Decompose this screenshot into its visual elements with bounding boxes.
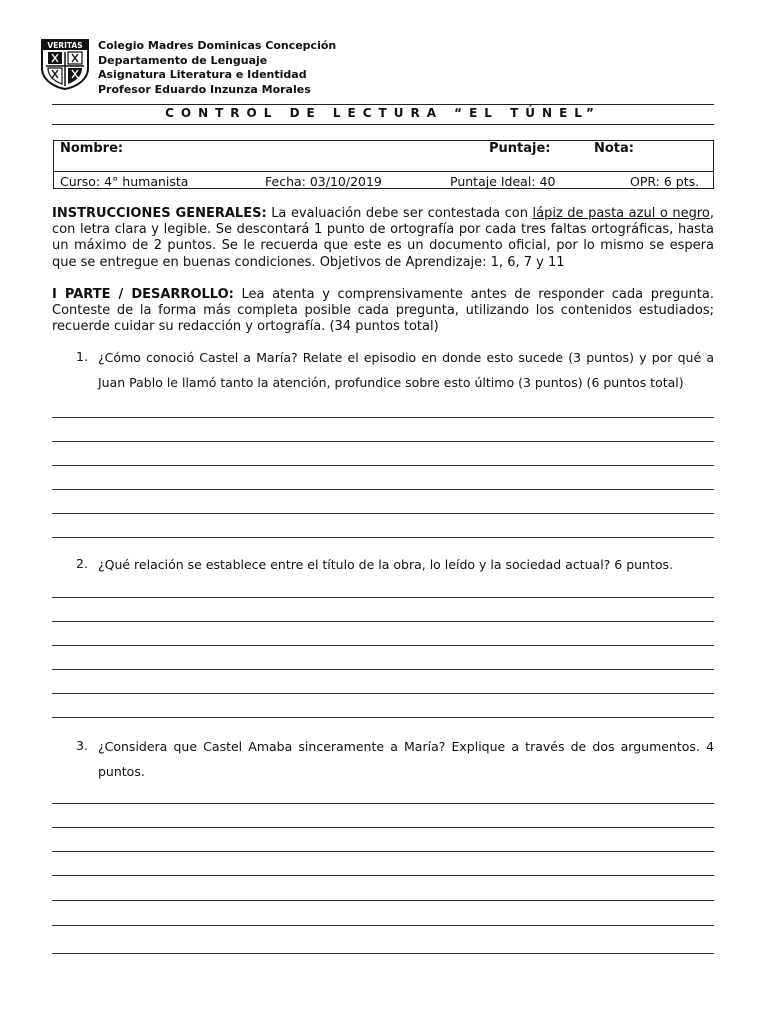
part1-text: Lea atenta y comprensivamente antes de responder cada pregunta. Conteste de la forma más completa posible cada pregunta, utilizando los contenidos estudiados; recuerde cuidar su redacción y ortografía. (34 puntos total)	[52, 287, 714, 335]
answer-line[interactable]	[52, 953, 714, 954]
answer-line[interactable]	[52, 925, 714, 926]
department: Departamento de Lenguaje	[98, 53, 268, 67]
answer-line[interactable]	[52, 827, 714, 828]
answer-line[interactable]	[52, 875, 714, 876]
title-rule-bottom	[52, 124, 714, 125]
answer-line[interactable]	[52, 693, 714, 694]
title-rule-top	[52, 104, 714, 105]
answer-line[interactable]	[52, 717, 714, 718]
instructions-heading: INSTRUCCIONES GENERALES:	[52, 206, 267, 221]
nota-label: Nota:	[594, 141, 634, 156]
instructions-text-b: , con letra clara y legible. Se descontará 1 punto de ortografía por cada tres faltas ortográficas, hasta un máximo de 2 puntos. Se le recuerda que este es un documento oficial, por lo mismo se espera que se entregue en buenas condiciones. Objetivos de Aprendizaje: 1, 6, 7 y 11	[52, 206, 714, 270]
instructions-underlined: lápiz de pasta azul o negro	[532, 206, 710, 221]
answer-line[interactable]	[52, 645, 714, 646]
page-title: CONTROL DE LECTURA “EL TÚNEL”	[165, 106, 601, 120]
question-2-number: 2.	[76, 556, 88, 571]
question-1-text: ¿Cómo conoció Castel a María? Relate el episodio en donde esto sucede (3 puntos) y por qué a Juan Pablo le llamó tanto la atención, profundice sobre esto último (3 puntos) (6 puntos total)	[98, 350, 714, 390]
answer-line[interactable]	[52, 851, 714, 852]
logo-text: VERITAS	[47, 41, 83, 50]
answer-line[interactable]	[52, 803, 714, 804]
answer-line[interactable]	[52, 513, 714, 514]
info-box-divider	[53, 171, 714, 172]
school-info	[98, 39, 336, 97]
part1-instructions	[52, 287, 714, 336]
answer-line[interactable]	[52, 669, 714, 670]
answer-line[interactable]	[52, 417, 714, 418]
answer-line[interactable]	[52, 900, 714, 901]
part1-heading: I PARTE / DESARROLLO:	[52, 287, 234, 302]
veritas-shield-logo	[40, 38, 90, 90]
teacher: Profesor Eduardo Inzunza Morales	[98, 82, 311, 96]
school-name: Colegio Madres Dominicas Concepción	[98, 39, 337, 52]
opr-label: OPR: 6 pts.	[630, 174, 700, 189]
subject: Asignatura Literatura e Identidad	[98, 68, 307, 81]
answer-line[interactable]	[52, 441, 714, 442]
question-1-number: 1.	[76, 349, 88, 364]
question-3-text: ¿Considera que Castel Amaba sinceramente a María? Explique a través de dos argumentos. 4 puntos.	[98, 739, 714, 779]
answer-line[interactable]	[52, 537, 714, 538]
instructions-text-a: La evaluación debe ser contestada con	[266, 206, 533, 221]
puntaje-ideal-label: Puntaje Ideal: 40	[450, 174, 556, 189]
question-3-number: 3.	[76, 738, 88, 753]
answer-line[interactable]	[52, 597, 714, 598]
puntaje-label: Puntaje:	[489, 141, 551, 156]
nombre-label: Nombre:	[60, 141, 124, 156]
answer-line[interactable]	[52, 465, 714, 466]
curso-label: Curso: 4° humanista	[60, 174, 189, 189]
answer-line[interactable]	[52, 621, 714, 622]
answer-line[interactable]	[52, 489, 714, 490]
question-2-text: ¿Qué relación se establece entre el título de la obra, lo leído y la sociedad actual? 6 puntos.	[98, 557, 674, 572]
general-instructions	[52, 206, 714, 271]
fecha-label: Fecha: 03/10/2019	[265, 174, 382, 189]
